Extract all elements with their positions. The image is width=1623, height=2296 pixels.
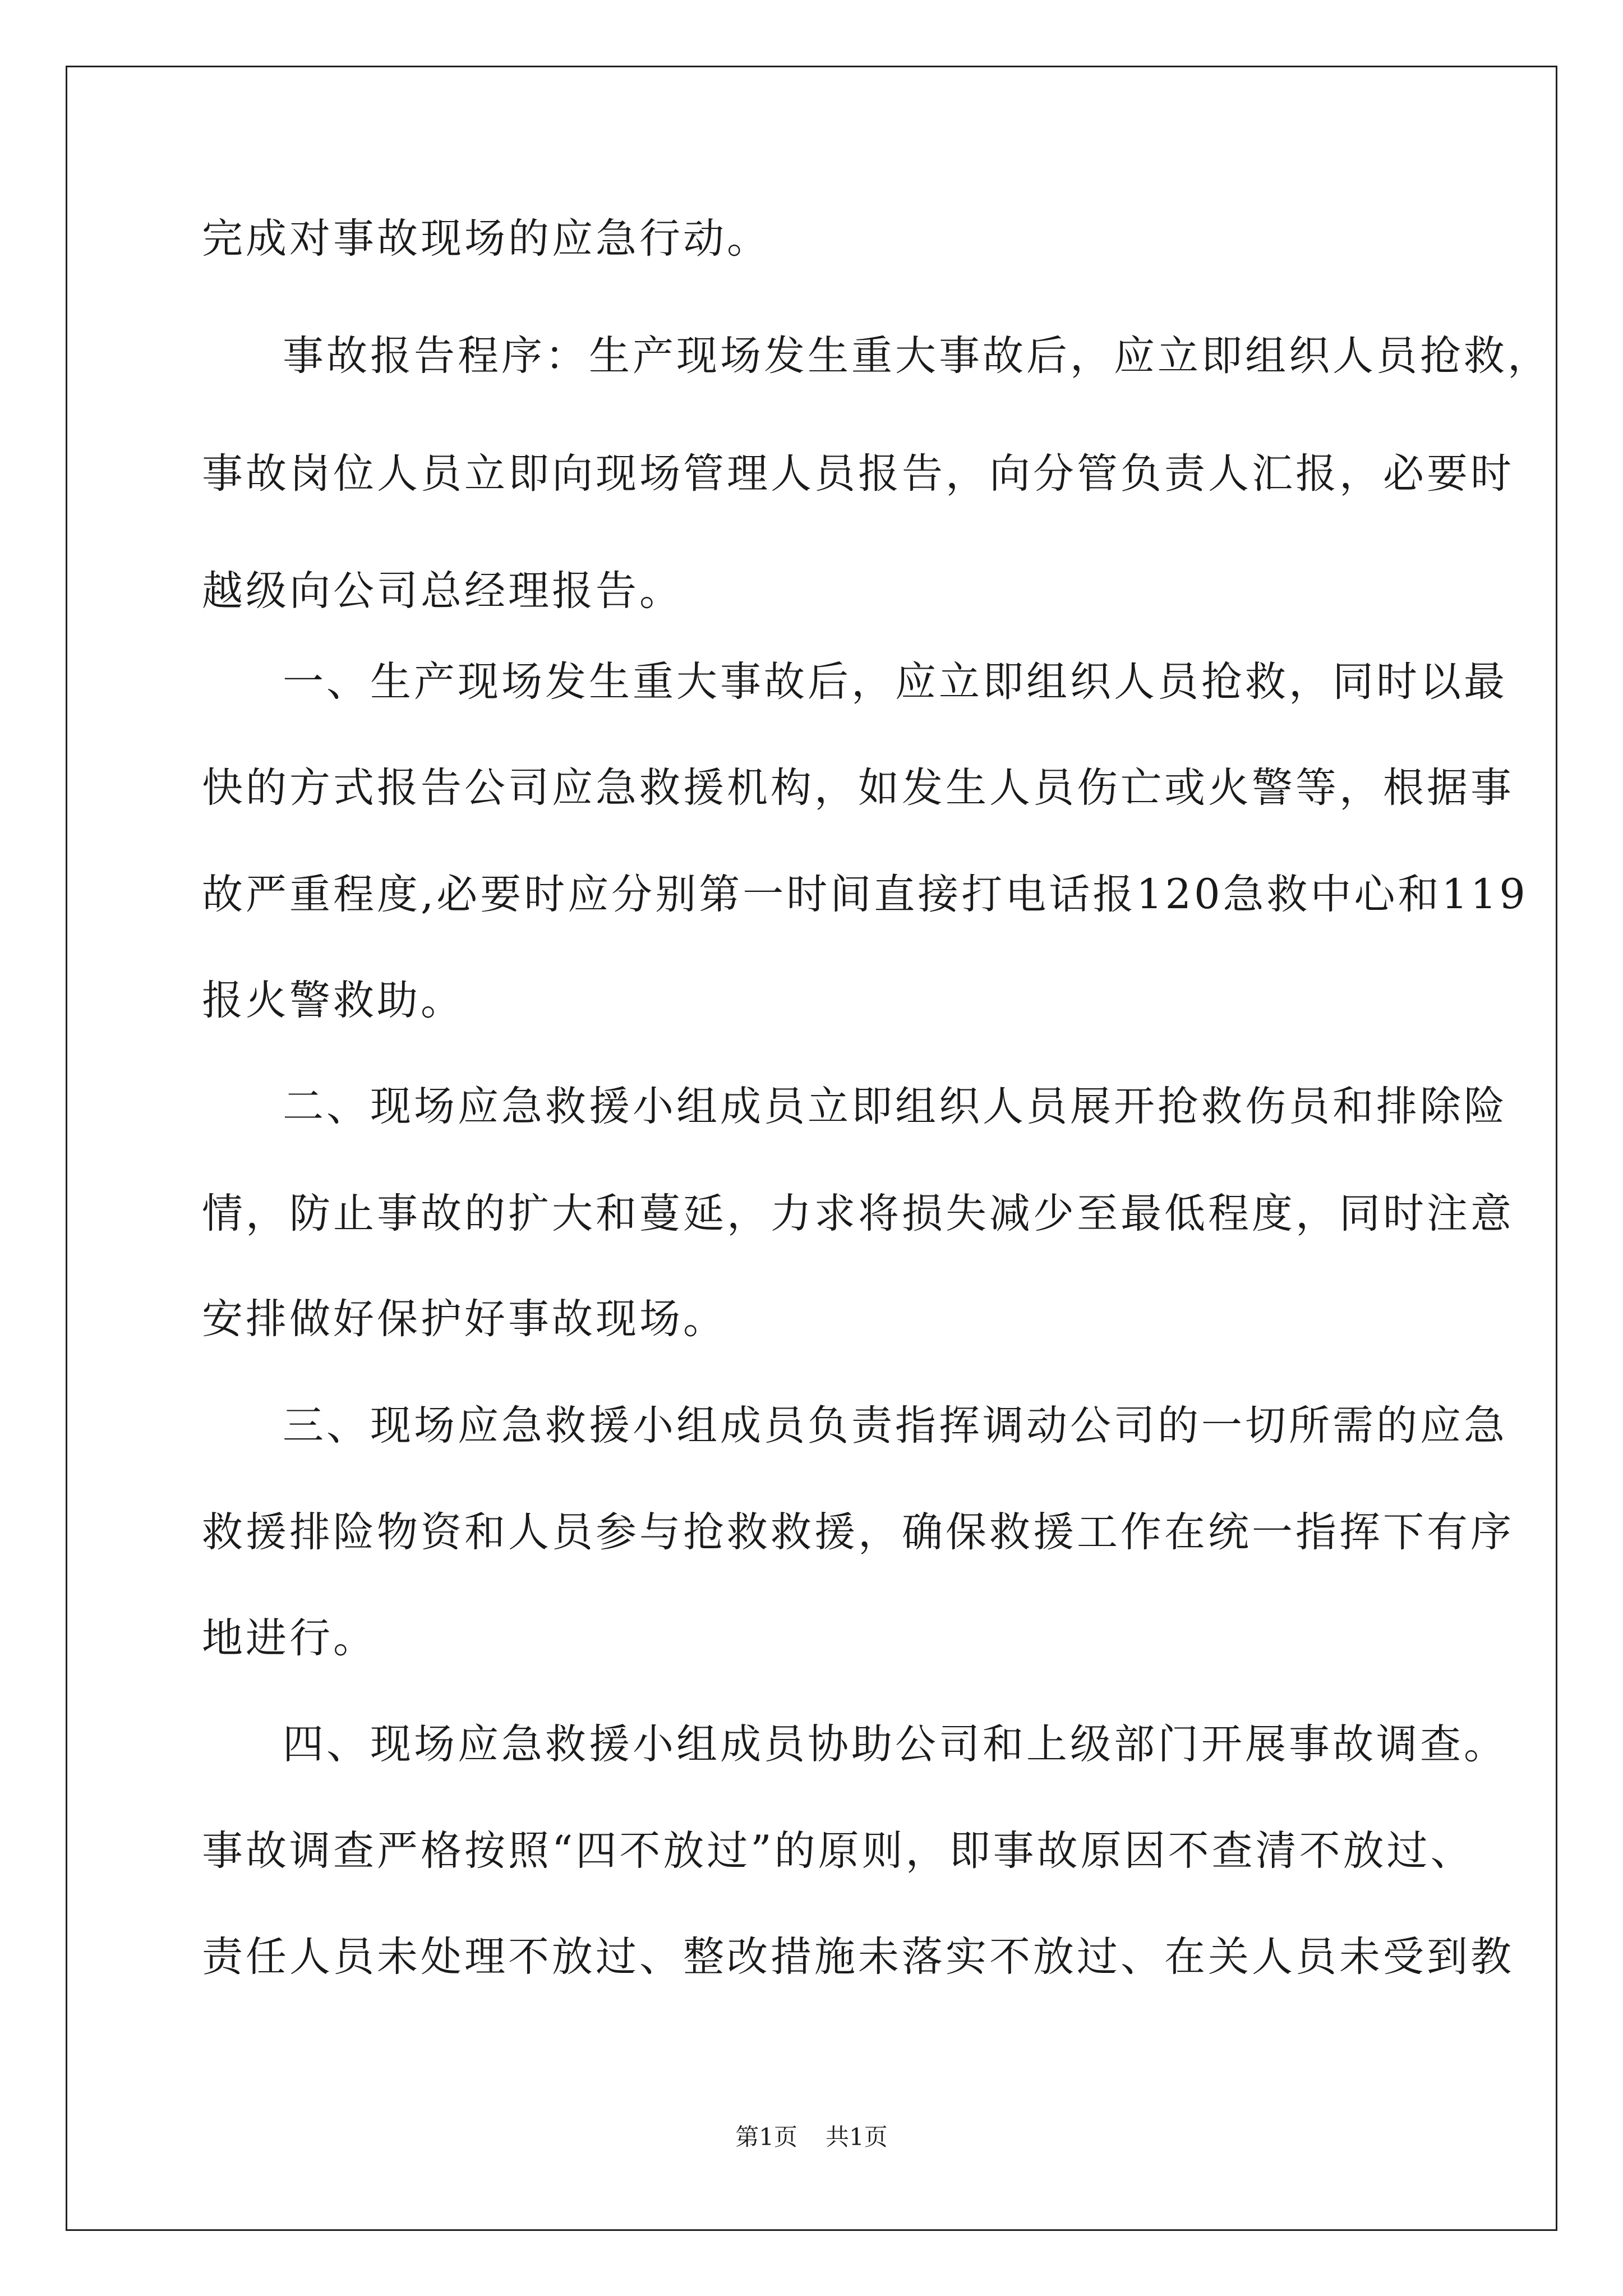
text-line: 情，防止事故的扩大和蔓延，力求将损失减少至最低程度，同时注意 bbox=[202, 1190, 1514, 1237]
text-line: 责任人员未处理不放过、整改措施未落实不放过、在关人员未受到教 bbox=[202, 1933, 1514, 1981]
page-border bbox=[66, 66, 1557, 2231]
page-number: 第1页 bbox=[735, 2123, 797, 2151]
paragraph-first-line: 一、生产现场发生重大事故后，应立即组织人员抢救，同时以最 bbox=[283, 658, 1507, 706]
text-line: 事故调查严格按照“四不放过”的原则，即事故原因不查清不放过、 bbox=[202, 1827, 1474, 1875]
text-line: 地进行。 bbox=[202, 1614, 377, 1662]
text-line: 快的方式报告公司应急救援机构，如发生人员伤亡或火警等，根据事 bbox=[202, 764, 1514, 812]
text-line: 故严重程度,必要时应分别第一时间直接打电话报120急救中心和119 bbox=[202, 871, 1528, 918]
paragraph-first-line: 三、现场应急救援小组成员负责指挥调动公司的一切所需的应急 bbox=[283, 1402, 1507, 1450]
page-footer bbox=[0, 2123, 1623, 2151]
paragraph-first-line: 四、现场应急救援小组成员协助公司和上级部门开展事故调查。 bbox=[283, 1720, 1507, 1768]
text-line: 事故岗位人员立即向现场管理人员报告，向分管负责人汇报，必要时 bbox=[202, 450, 1514, 498]
text-line: 救援排险物资和人员参与抢救救援，确保救援工作在统一指挥下有序 bbox=[202, 1508, 1514, 1556]
text-line: 安排做好保护好事故现场。 bbox=[202, 1295, 727, 1343]
page-total: 共1页 bbox=[826, 2123, 888, 2151]
text-line: 报火警救助。 bbox=[202, 977, 464, 1024]
text-line: 完成对事故现场的应急行动。 bbox=[202, 215, 771, 263]
text-line: 越级向公司总经理报告。 bbox=[202, 567, 683, 615]
paragraph-first-line: 事故报告程序：生产现场发生重大事故后，应立即组织人员抢救， bbox=[283, 332, 1551, 380]
paragraph-first-line: 二、现场应急救援小组成员立即组织人员展开抢救伤员和排除险 bbox=[283, 1083, 1507, 1130]
